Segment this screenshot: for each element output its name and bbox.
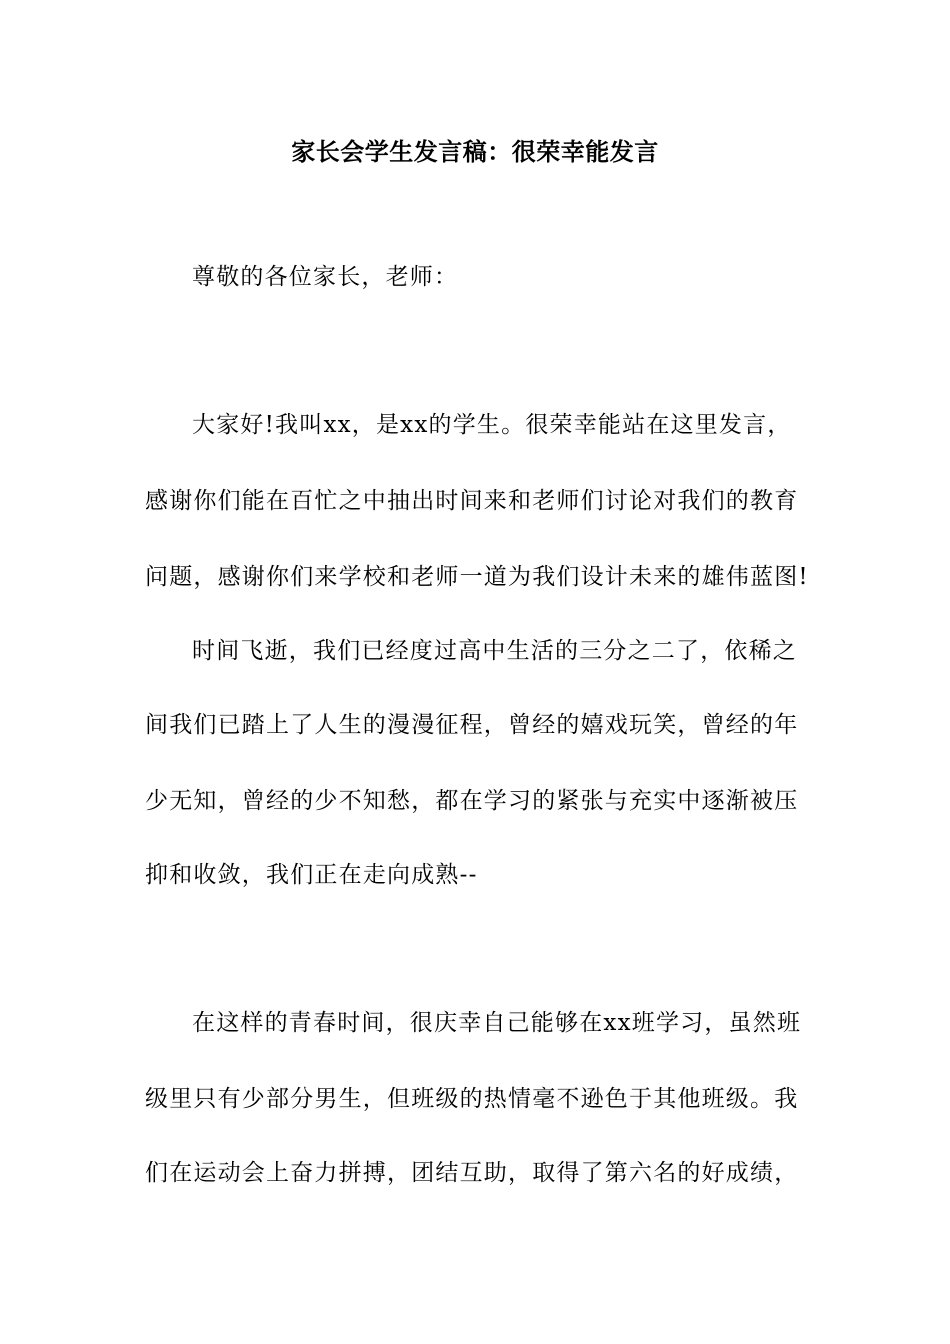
paragraph-3-line-3: 们在运动会上奋力拼搏，团结互助，取得了第六名的好成绩， [145, 1160, 799, 1186]
paragraph-1-line-1: 大家好!我叫xx，是xx的学生。很荣幸能站在这里发言， [192, 412, 792, 438]
paragraph-1-line-3: 问题，感谢你们来学校和老师一道为我们设计未来的雄伟蓝图! [145, 564, 809, 590]
paragraph-2-line-2: 间我们已踏上了人生的漫漫征程，曾经的嬉戏玩笑，曾经的年 [145, 712, 799, 738]
paragraph-3-line-2: 级里只有少部分男生，但班级的热情毫不逊色于其他班级。我 [145, 1086, 799, 1112]
greeting-line: 尊敬的各位家长，老师： [192, 264, 459, 290]
paragraph-1-line-2: 感谢你们能在百忙之中抽出时间来和老师们讨论对我们的教育 [145, 488, 799, 514]
paragraph-2-line-4: 抑和收敛，我们正在走向成熟-- [145, 862, 478, 888]
paragraph-2-line-1: 时间飞逝，我们已经度过高中生活的三分之二了，依稀之 [192, 638, 797, 664]
document-title: 家长会学生发言稿：很荣幸能发言 [291, 137, 659, 166]
paragraph-2-line-3: 少无知，曾经的少不知愁，都在学习的紧张与充实中逐渐被压 [145, 788, 799, 814]
paragraph-3-line-1: 在这样的青春时间，很庆幸自己能够在xx班学习，虽然班 [192, 1010, 802, 1036]
